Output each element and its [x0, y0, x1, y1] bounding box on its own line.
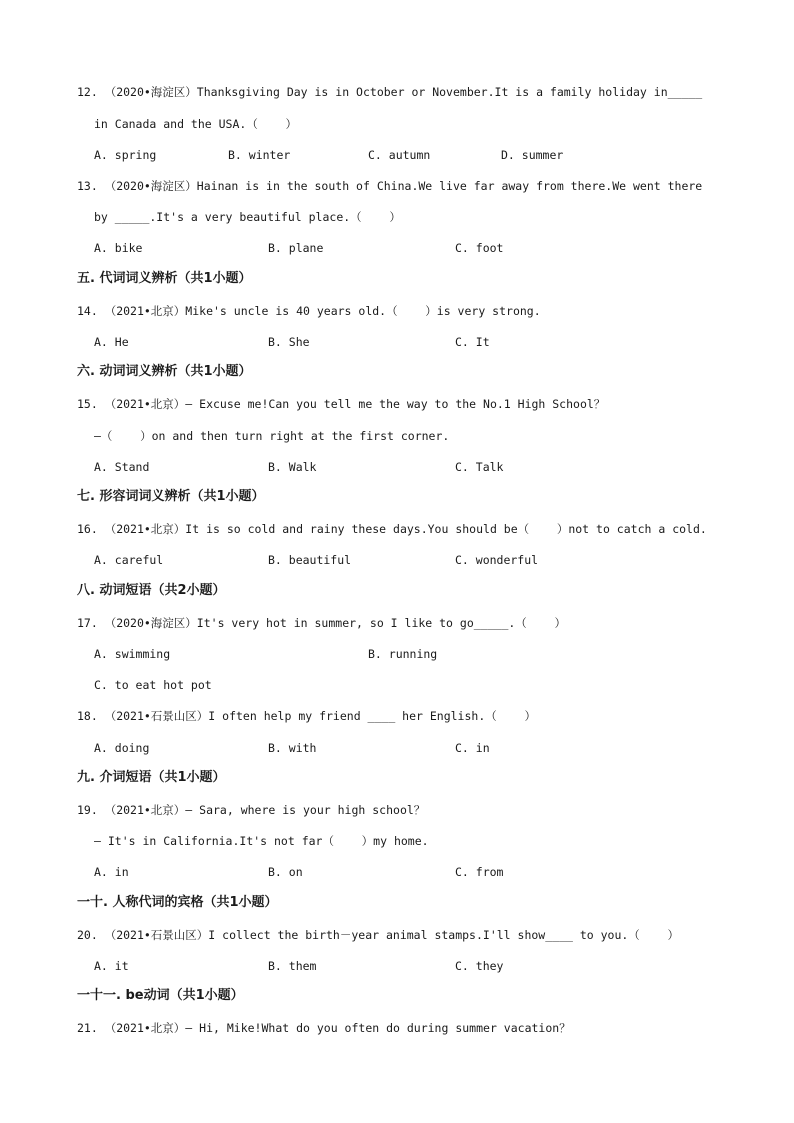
section-heading-6: 六. 动词词义辨析（共1小题）: [77, 364, 252, 379]
q18-option-b: B. with: [268, 741, 317, 755]
q19-option-b: B. on: [268, 865, 303, 879]
section-heading-10: 一十. 人称代词的宾格（共1小题）: [77, 895, 278, 910]
q18-option-a: A. doing: [94, 741, 150, 755]
section-heading-8: 八. 动词短语（共2小题）: [77, 583, 226, 598]
q15-option-b: B. Walk: [268, 460, 317, 474]
q13-option-a: A. bike: [94, 241, 143, 255]
q12-option-b: B. winter: [228, 148, 291, 162]
q16-option-b: B. beautiful: [268, 553, 352, 567]
q13-option-b: B. plane: [268, 241, 324, 255]
section-heading-5: 五. 代词词义辨析（共1小题）: [77, 271, 252, 286]
q14-option-a: A. He: [94, 335, 129, 349]
q16-option-a: A. careful: [94, 553, 164, 567]
q13-line1: 13. （2020•海淀区）Hainan is in the south of China.We live far away from there.We went there: [77, 179, 703, 193]
q14-line1: 14. （2021•北京）Mike's uncle is 40 years old.（ ）is very strong.: [77, 304, 541, 318]
q13-option-c: C. foot: [455, 241, 504, 255]
q19-line2: — It's in California.It's not far（ ）my home.: [94, 834, 429, 848]
q19-option-a: A. in: [94, 865, 129, 879]
q15-line2: —（ ）on and then turn right at the first corner.: [94, 429, 450, 443]
section-heading-9: 九. 介词短语（共1小题）: [77, 770, 226, 785]
q15-option-c: C. Talk: [455, 460, 504, 474]
q17-option-a: A. swimming: [94, 647, 171, 661]
q17-line1: 17. （2020•海淀区）It's very hot in summer, so I like to go_____.（ ）: [77, 616, 566, 630]
section-heading-11: 一十一. be动词（共1小题）: [77, 988, 244, 1003]
q20-line1: 20. （2021•石景山区）I collect the birth－year animal stamps.I'll show____ to you.（ ）: [77, 928, 679, 942]
q18-option-c: C. in: [455, 741, 490, 755]
q20-option-a: A. it: [94, 959, 129, 973]
q12-line2: in Canada and the USA.（ ）: [94, 117, 298, 131]
q12-option-c: C. autumn: [368, 148, 431, 162]
q20-option-c: C. they: [455, 959, 504, 973]
q15-option-a: A. Stand: [94, 460, 150, 474]
q12-option-a: A. spring: [94, 148, 157, 162]
q19-line1: 19. （2021•北京）— Sara, where is your high school？: [77, 803, 426, 817]
q17-option-c: C. to eat hot pot: [94, 678, 212, 692]
q20-option-b: B. them: [268, 959, 317, 973]
q16-option-c: C. wonderful: [455, 553, 539, 567]
q12-option-d: D. summer: [501, 148, 564, 162]
section-heading-7: 七. 形容词词义辨析（共1小题）: [77, 489, 265, 504]
q15-line1: 15. （2021•北京）— Excuse me!Can you tell me the way to the No.1 High School？: [77, 397, 606, 411]
q19-option-c: C. from: [455, 865, 504, 879]
q12-line1: 12. （2020•海淀区）Thanksgiving Day is in October or November.It is a family holiday in_____: [77, 85, 703, 99]
q21-line1: 21. （2021•北京）— Hi, Mike!What do you often do during summer vacation？: [77, 1021, 571, 1035]
q16-line1: 16. （2021•北京）It is so cold and rainy these days.You should be（ ）not to catch a cold.: [77, 522, 707, 536]
q14-option-b: B. She: [268, 335, 310, 349]
q14-option-c: C. It: [455, 335, 490, 349]
q13-line2: by _____.It's a very beautiful place.（ ）: [94, 210, 401, 224]
q17-option-b: B. running: [368, 647, 438, 661]
q18-line1: 18. （2021•石景山区）I often help my friend ____ her English.（ ）: [77, 709, 536, 723]
